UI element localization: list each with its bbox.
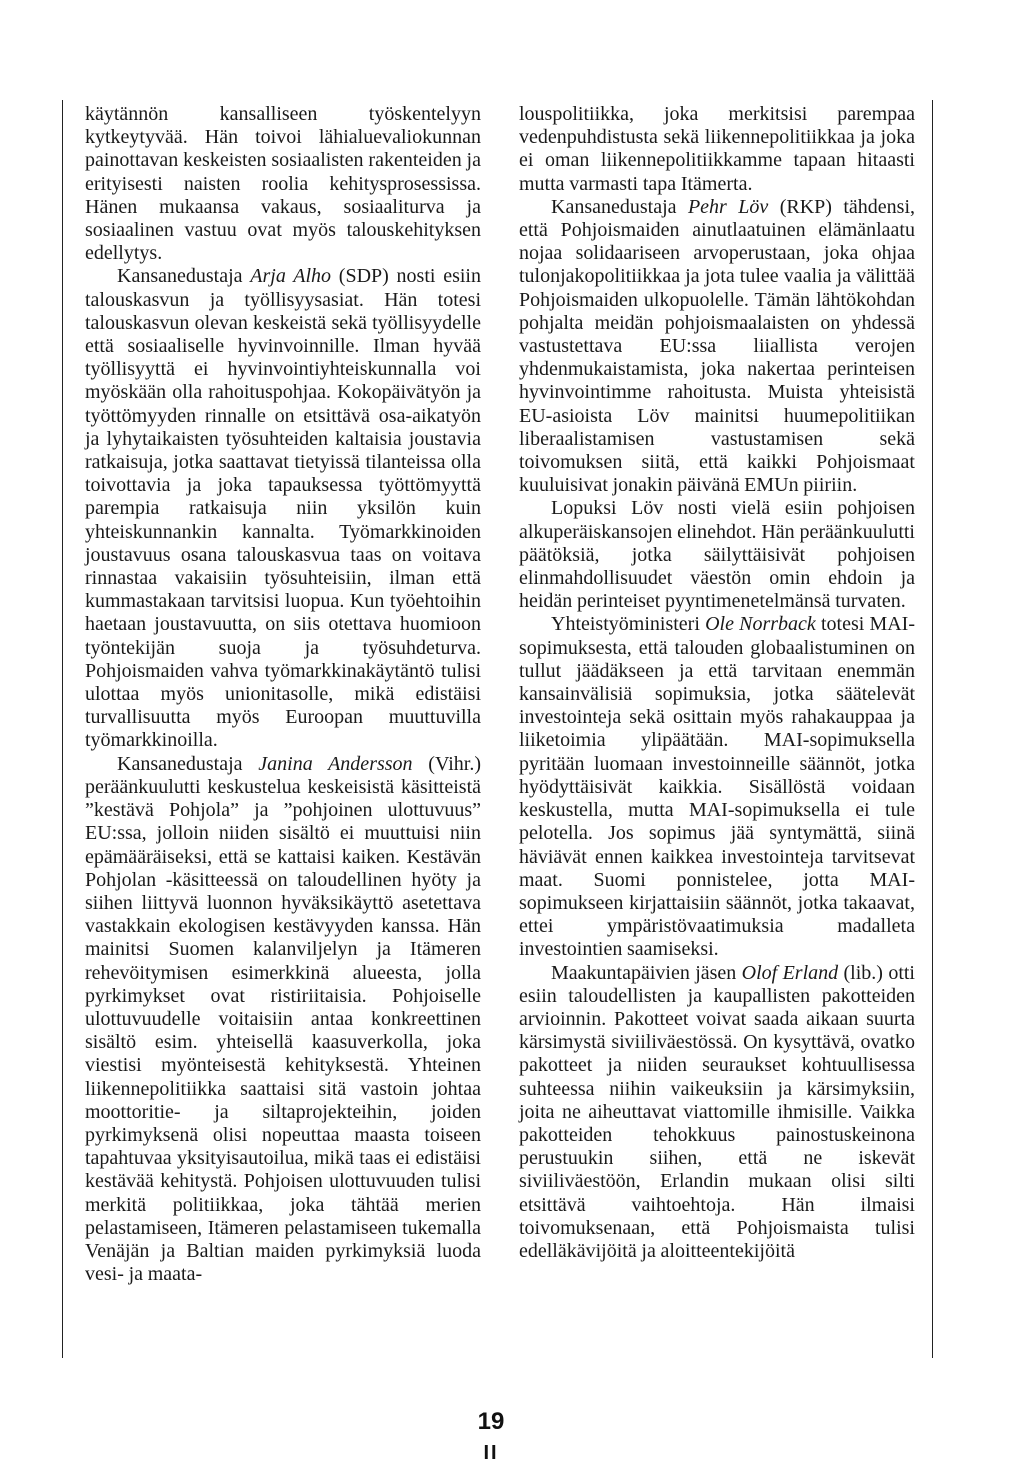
right-margin-rule (932, 100, 933, 1358)
left-text-column (85, 103, 481, 1286)
paragraph-alho (85, 265, 481, 752)
speaker-name: Ole Norrback (705, 613, 816, 636)
paragraph-text: Yhteistyöministeri (551, 613, 706, 636)
paragraph-text: Kansanedustaja (117, 752, 259, 775)
paragraph-andersson (85, 753, 481, 1287)
paragraph-continuation (519, 103, 915, 196)
paragraph-text: (Vihr.) peräänkuulutti keskustelua keskeisistä käsitteistä ”kestävä Pohjola” ja ”pohjoinen ulottuvuus” EU:ssa, jolloin niiden sisältö ei muuttuisi niin epämääräiseksi, että se kattaisi kaiken. Kestävän Pohjolan -käsitteessä on taloudellinen hyöty ja siihen liittyvä luonnon hyväksikäyttö asetettava vastakkain ekologisen kestävyyden kanssa. Hän mainitsi Suomen kalanviljelyn ja Itämeren rehevöitymisen esimerkkinä alueesta, jolla pyrkimykset ovat ristiriitaisia. Pohjoiselle ulottuvuudelle voitaisiin antaa konkreettinen sisältö esim. yhteisellä kaasuverkolla, joka viestisi myönteisestä kehityksestä. Yhteinen liikennepolitiikka saattaisi sitä vastoin johtaa moottoritie- ja siltaprojekteihin, joiden pyrkimyksenä olisi nopeuttaa maasta toiseen tapahtuvaa yksityisautoilua, mikä taas ei edistäisi kestävää kehitystä. Pohjoisen ulottuvuuden tulisi merkitä politiikkaa, joka tähtää merien pelastamiseen, Itämeren pelastamiseen tukemalla Venäjän ja Baltian maiden pyrkimyksiä luoda vesi- ja maata- (85, 752, 481, 1286)
paragraph-text: louspolitiikka, joka merkitsisi parempaa vedenpuhdistusta sekä liikennepolitiikkaa ja joka ei oman liikennepolitiikkamme tapaan hitaasti mutta varmasti tapa Itämerta. (519, 103, 915, 195)
paragraph-text: Kansanedustaja (551, 195, 688, 218)
paragraph-text: (SDP) nosti esiin talouskasvun ja työllisyysasiat. Hän totesi talouskasvun olevan keskeistä sekä työllisyydelle että sosiaaliselle hyvinvoinnille. Ilman hyvää työllisyyttä ei hyvinvointiyhteiskunnalla voi myöskään olla rahoituspohjaa. Kokopäivätyön ja työttömyyden rinnalle on etsittävä osa-aikatyön ja lyhytaikaisten työsuhteiden kaltaisia joustavia ratkaisuja, jotka saattavat tietyissä tilanteissa olla toivottavia ja joka tapauksessa työttömyyttä parempia ratkaisuja niin yksilön kuin yhteiskunnankin kannalta. Työmarkkinoiden joustavuus osana talouskasvua taas on voitava rinnastaa vakaisiin työsuhteisiin, ilman että kummastakaan tarvitsisi luopua. Kun työehtoihin haetaan joustavuutta, on siis otettava huomioon työntekijän suoja ja työsuhdeturva. Pohjoismaiden vahva työmarkkinakäytäntö tulisi ulottaa myös unionitasolle, mikä edistäisi turvallisuutta myös Euroopan muuttuvilla työmarkkinoilla. (85, 265, 481, 752)
paragraph-text: totesi MAI-sopimuksesta, että talouden globaalistuminen on tullut jäädäkseen ja että tarvitaan enemmän kansainvälisiä sopimuksia, jotka säätelevät investointeja sekä osittain myös rahakauppaa ja liiketoimia ylipäätään. MAI-sopimuksella pyritään luomaan investoinneille säännöt, jotka hyödyttäisivät kaikkia. Sisällöstä voidaan keskustella, mutta MAI-sopimuksella ei tule pelotella. Jos sopimus jää syntymättä, siinä häviävät ennen kaikkea investointeja tarvitsevat maat. Suomi ponnistelee, jotta MAI-sopimukseen kirjattaisiin säännöt, jotka takaavat, ettei ympäristövaatimuksia madalleta investointien saamiseksi. (519, 613, 916, 961)
paragraph-text: käytännön kansalliseen työskentelyyn kytkeytyvää. Hän toivoi lähialuevaliokunnan painottavan keskeisten sosiaalisten rakenteiden ja erityisesti naisten roolia kehitysprosessissa. Hänen mukaansa vakaus, sosiaaliturva ja sosiaalinen vastuu ovat myös talouskehityksen edellytys. (85, 103, 481, 265)
paragraph-text: (RKP) tähdensi, että Pohjoismaiden ainutlaatuinen elämänlaatu nojaa solidaariseen arvoperustaan, joka ohjaa tulonjakopolitiikkaa ja jota tulee vaalia ja välittää Pohjoismaiden ulkopuolelle. Tämän lähtökohdan pohjalta meidän pohjoismaalaisten on yhdessä vastustettava EU:ssa liiallista verojen yhdenmukaistamista, joka nakertaa perinteisen hyvinvointimme rahoitusta. Muista yhteisistä EU-asioista Löv mainitsi huumepolitiikan liberaalistamisen vastustamisen sekä toivomuksen siitä, että kaikki Pohjoismaat kuuluisivat jonakin päivänä EMUn piiriin. (519, 195, 916, 497)
speaker-name: Arja Alho (250, 265, 332, 288)
paragraph-norrback (519, 613, 915, 961)
section-numeral: II (483, 1442, 499, 1464)
paragraph-erland (519, 962, 915, 1264)
paragraph-text: Kansanedustaja (117, 265, 251, 288)
paragraph-continuation (85, 103, 481, 265)
right-text-column (519, 103, 915, 1263)
speaker-name: Pehr Löv (687, 195, 769, 218)
speaker-name: Olof Erland (741, 961, 839, 984)
paragraph-lov (519, 196, 915, 498)
paragraph-text: (lib.) otti esiin taloudellisten ja kaupallisten pakotteiden arvioinnin. Pakotteet voivat saada aikaan suurta kärsimystä siviiliväestössä. On kysyttävä, ovatko pakotteet ja niiden seuraukset kohtuullisessa suhteessa niihin vaikeuksiin ja kärsimyksiin, joita ne aiheuttavat viattomille ihmisille. Vaikka pakotteiden tehokkuus painostuskeinona perustuukin siihen, että ne iskevät siviiliväestöön, Erlandin mukaan olisi silti etsittävä vaihtoehtoja. Hän ilmaisi toivomuksenaan, että Pohjoismaista tulisi edelläkävijöitä ja aloitteentekijöitä (519, 961, 915, 1262)
paragraph-text: Maakuntapäivien jäsen (551, 961, 742, 984)
paragraph-text: Lopuksi Löv nosti vielä esiin pohjoisen alkuperäiskansojen elinehdot. Hän peräänkuulutti päätöksiä, jotka säilyttäisivät pohjoisen elinmahdollisuudet väestön omin ehdoin ja heidän perinteiset pyyntimenetelmänsä turvaten. (519, 497, 915, 613)
left-margin-rule (62, 100, 63, 1358)
speaker-name: Janina Andersson (258, 752, 413, 775)
paragraph-lov-closing (519, 497, 915, 613)
page-number: 19 (477, 1408, 505, 1435)
